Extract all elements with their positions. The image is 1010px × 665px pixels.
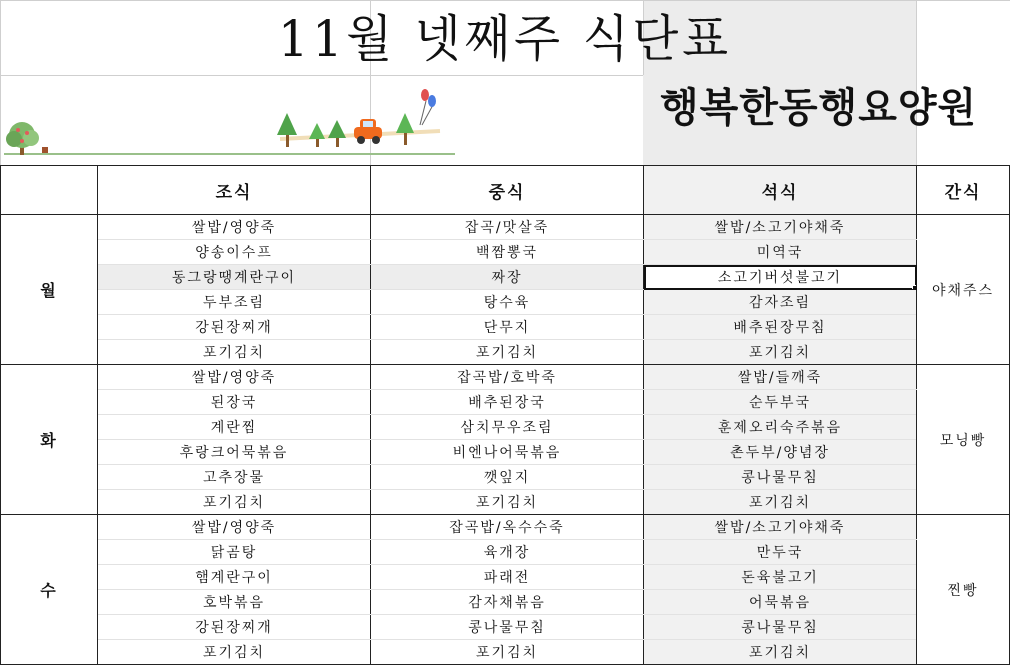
dinner-menu-cell[interactable]: 소고기버섯불고기 (644, 265, 917, 290)
dinner-menu-cell[interactable]: 포기김치 (644, 490, 917, 515)
breakfast-column-header[interactable]: 조식 (98, 166, 371, 215)
table-row (1, 590, 1010, 615)
table-row (1, 265, 1010, 290)
lunch-menu-cell[interactable]: 짜장 (371, 265, 644, 290)
lunch-menu-cell[interactable]: 육개장 (371, 540, 644, 565)
lunch-menu-cell[interactable]: 포기김치 (371, 640, 644, 665)
meal-plan-body (1, 215, 1010, 665)
dinner-menu-cell[interactable]: 순두부국 (644, 390, 917, 415)
breakfast-menu-cell[interactable]: 된장국 (98, 390, 371, 415)
dinner-menu-cell[interactable]: 촌두부/양념장 (644, 440, 917, 465)
dinner-menu-cell[interactable]: 배추된장무침 (644, 315, 917, 340)
day-cell[interactable]: 월 (1, 215, 98, 365)
table-row (1, 215, 1010, 240)
lunch-menu-cell[interactable]: 잡곡/맛살죽 (371, 215, 644, 240)
table-row (1, 490, 1010, 515)
table-header-row (1, 166, 1010, 215)
lunch-menu-cell[interactable]: 깻잎지 (371, 465, 644, 490)
breakfast-menu-cell[interactable]: 포기김치 (98, 490, 371, 515)
table-row (1, 440, 1010, 465)
lunch-menu-cell[interactable]: 잡곡밥/호박죽 (371, 365, 644, 390)
tree-icon (309, 123, 325, 147)
table-row (1, 565, 1010, 590)
breakfast-menu-cell[interactable]: 양송이수프 (98, 240, 371, 265)
breakfast-menu-cell[interactable]: 강된장찌개 (98, 615, 371, 640)
breakfast-menu-cell[interactable]: 두부조림 (98, 290, 371, 315)
lunch-menu-cell[interactable]: 단무지 (371, 315, 644, 340)
breakfast-menu-cell[interactable]: 호박볶음 (98, 590, 371, 615)
lunch-column-header[interactable]: 중식 (371, 166, 644, 215)
dinner-menu-cell[interactable]: 포기김치 (644, 640, 917, 665)
dinner-menu-cell[interactable]: 돈육불고기 (644, 565, 917, 590)
dinner-menu-cell[interactable]: 어묵볶음 (644, 590, 917, 615)
dinner-menu-cell[interactable]: 감자조림 (644, 290, 917, 315)
table-row (1, 415, 1010, 440)
table-row (1, 240, 1010, 265)
dinner-menu-cell[interactable]: 콩나물무침 (644, 615, 917, 640)
table-row (1, 615, 1010, 640)
table-row (1, 515, 1010, 540)
lunch-menu-cell[interactable]: 감자채볶음 (371, 590, 644, 615)
sheet-gridline (0, 0, 1010, 1)
lunch-menu-cell[interactable]: 포기김치 (371, 340, 644, 365)
table-row (1, 390, 1010, 415)
snack-column-header[interactable]: 간식 (917, 166, 1010, 215)
facility-name: 행복한동행요양원 (660, 85, 978, 131)
breakfast-menu-cell[interactable]: 동그랑땡계란구이 (98, 265, 371, 290)
dinner-menu-cell[interactable]: 만두국 (644, 540, 917, 565)
table-row (1, 540, 1010, 565)
dinner-menu-cell[interactable]: 포기김치 (644, 340, 917, 365)
table-row (1, 465, 1010, 490)
table-row (1, 290, 1010, 315)
dinner-menu-cell[interactable]: 쌀밥/들깨죽 (644, 365, 917, 390)
tree-icon (328, 120, 346, 147)
tree-icon (6, 122, 48, 155)
breakfast-menu-cell[interactable]: 계란찜 (98, 415, 371, 440)
dinner-menu-cell[interactable]: 미역국 (644, 240, 917, 265)
lunch-menu-cell[interactable]: 백짬뽕국 (371, 240, 644, 265)
tree-icon (396, 113, 414, 145)
table-row (1, 340, 1010, 365)
breakfast-menu-cell[interactable]: 쌀밥/영양죽 (98, 215, 371, 240)
car-icon (354, 119, 382, 144)
balloons-icon (420, 89, 436, 125)
lunch-menu-cell[interactable]: 포기김치 (371, 490, 644, 515)
dinner-menu-cell[interactable]: 콩나물무침 (644, 465, 917, 490)
meal-plan-table (0, 165, 1010, 665)
breakfast-menu-cell[interactable]: 쌀밥/영양죽 (98, 515, 371, 540)
lunch-menu-cell[interactable]: 배추된장국 (371, 390, 644, 415)
lunch-menu-cell[interactable]: 삼치무우조림 (371, 415, 644, 440)
breakfast-menu-cell[interactable]: 포기김치 (98, 340, 371, 365)
header (0, 0, 1010, 165)
dinner-column-header[interactable]: 석식 (644, 166, 917, 215)
breakfast-menu-cell[interactable]: 후랑크어묵볶음 (98, 440, 371, 465)
snack-cell[interactable]: 모닝빵 (917, 365, 1010, 515)
lunch-menu-cell[interactable]: 비엔나어묵볶음 (371, 440, 644, 465)
breakfast-menu-cell[interactable]: 햄계란구이 (98, 565, 371, 590)
day-cell[interactable]: 화 (1, 365, 98, 515)
page-title: 11월 넷째주 식단표 (278, 10, 732, 68)
breakfast-menu-cell[interactable]: 닭곰탕 (98, 540, 371, 565)
day-cell[interactable]: 수 (1, 515, 98, 665)
breakfast-menu-cell[interactable]: 포기김치 (98, 640, 371, 665)
table-row (1, 365, 1010, 390)
dinner-menu-cell[interactable]: 훈제오리숙주볶음 (644, 415, 917, 440)
lunch-menu-cell[interactable]: 탕수육 (371, 290, 644, 315)
day-column-header[interactable] (1, 166, 98, 215)
breakfast-menu-cell[interactable]: 고추장물 (98, 465, 371, 490)
table-row (1, 640, 1010, 665)
breakfast-menu-cell[interactable]: 강된장찌개 (98, 315, 371, 340)
snack-cell[interactable]: 찐빵 (917, 515, 1010, 665)
lunch-menu-cell[interactable]: 콩나물무침 (371, 615, 644, 640)
lunch-menu-cell[interactable]: 잡곡밥/옥수수죽 (371, 515, 644, 540)
lunch-menu-cell[interactable]: 파래전 (371, 565, 644, 590)
breakfast-menu-cell[interactable]: 쌀밥/영양죽 (98, 365, 371, 390)
tree-icon (277, 113, 297, 147)
dinner-menu-cell[interactable]: 쌀밥/소고기야채죽 (644, 215, 917, 240)
dinner-menu-cell[interactable]: 쌀밥/소고기야채죽 (644, 515, 917, 540)
snack-cell[interactable]: 야채주스 (917, 215, 1010, 365)
table-row (1, 315, 1010, 340)
decorative-illustration (0, 75, 460, 165)
